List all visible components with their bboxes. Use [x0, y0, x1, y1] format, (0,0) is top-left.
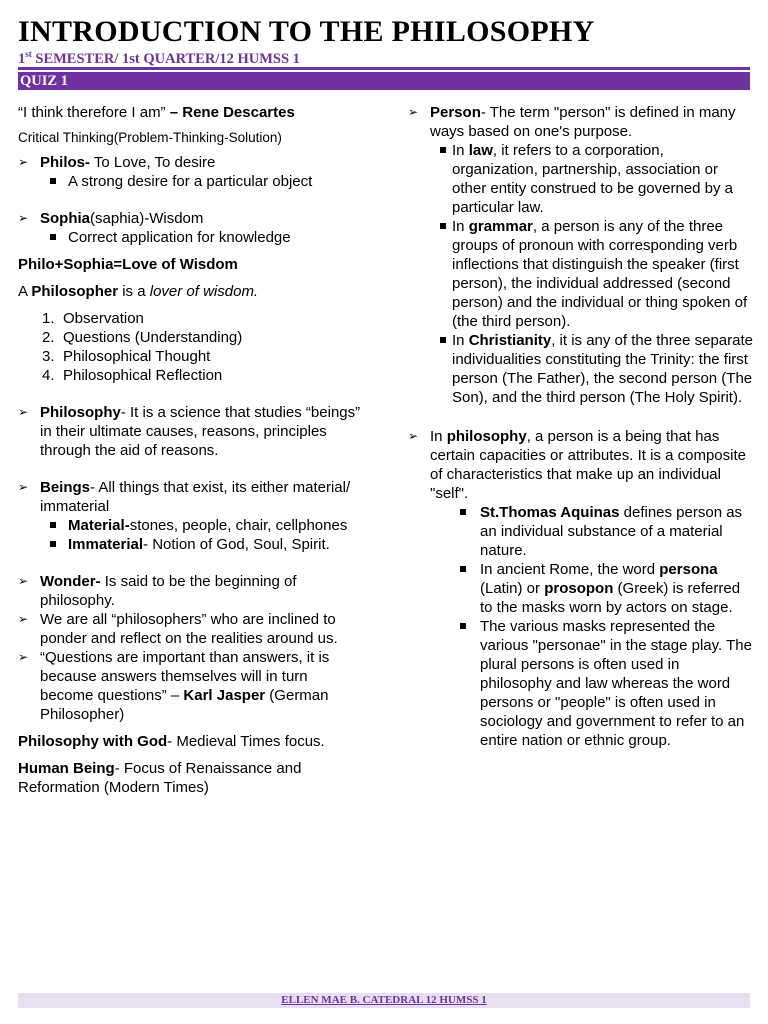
- document-title: INTRODUCTION TO THE PHILOSOPHY: [18, 15, 595, 48]
- step-item: [18, 328, 363, 347]
- rome-e: (Greek) is referred to the masks worn by actors on stage.: [480, 580, 741, 616]
- god-def: - Medieval Times focus.: [167, 733, 325, 750]
- critical-thinking: Critical Thinking(Problem-Thinking-Solution): [18, 130, 282, 145]
- wonder-term: Wonder-: [40, 573, 101, 590]
- step-number: 2.: [42, 329, 55, 346]
- questions-author: Karl Jasper: [183, 687, 266, 704]
- philos-sub: A strong desire for a particular object: [18, 172, 363, 191]
- document-subtitle: [18, 49, 300, 68]
- sophia-term: Sophia: [40, 210, 91, 227]
- philosophy-term: Philosophy: [40, 404, 121, 421]
- grammar-c: , a person is any of the three groups of pronoun with corresponding verb inflections that distinguish the speaker (first person), the individual addressed (second person) and the individual or thing spoken of (the third person).: [452, 218, 748, 330]
- philos-def: To Love, To desire: [90, 154, 216, 171]
- christ-c: , it is any of the three separate individualities constituting the Trinity: the first person (The Father), the second person (The Son), and the third person (The Holy Spirit).: [452, 332, 753, 406]
- philosopher-a: A: [18, 283, 32, 300]
- step-item: [18, 366, 363, 385]
- philosopher-line: [18, 282, 363, 301]
- grammar-sub: [408, 217, 753, 331]
- human-term: Human Being: [18, 760, 115, 777]
- law-c: , it refers to a corporation, organization, partnership, association or other entity construed to be governed by a particular law.: [452, 142, 734, 216]
- philosopher-d: lover of wisdom.: [149, 283, 259, 300]
- questions-c: (German Philosopher): [40, 687, 329, 723]
- wonder-def: Is said to be the beginning of philosophy.: [40, 573, 297, 609]
- aquinas-def: defines person as an individual substance of a material nature.: [480, 504, 743, 559]
- philosopher-b: Philosopher: [31, 283, 119, 300]
- questions-item: [18, 648, 363, 724]
- subtitle-part: 1: [18, 50, 26, 67]
- phil-c: , a person is a being that has certain capacities or attributes. It is a composite of characteristics that make up an individual "self".: [430, 428, 746, 502]
- beings-def: - All things that exist, its either material/ immaterial: [40, 479, 351, 515]
- subtitle-part: SEMESTER/ 1st QUARTER/12 HUMSS 1: [31, 50, 300, 67]
- subtitle-sup: st: [25, 49, 32, 59]
- rome-c: (Latin) or: [480, 580, 545, 597]
- sophia-item: [18, 209, 363, 228]
- philosophia-text: Philo+Sophia=Love of Wisdom: [18, 256, 238, 273]
- person-item: [408, 103, 753, 141]
- sophia-sub: Correct application for knowledge: [18, 228, 363, 247]
- step-number: 4.: [42, 367, 55, 384]
- step-item: [18, 309, 363, 328]
- law-sub: [408, 141, 753, 217]
- philosophy-def: - It is a science that studies “beings” in their ultimate causes, reasons, principles through the aid of reasons.: [40, 404, 361, 459]
- left-column: [18, 103, 363, 797]
- header-rule: [18, 67, 750, 70]
- human-line: [18, 759, 363, 797]
- phil-term: philosophy: [446, 428, 527, 445]
- step-number: 1.: [42, 310, 55, 327]
- immaterial-term: Immaterial: [68, 536, 144, 553]
- step-item: [18, 347, 363, 366]
- quote-line: [18, 103, 363, 122]
- aquinas-sub: [408, 503, 753, 560]
- wonder-item: [18, 572, 363, 610]
- rome-persona: persona: [659, 561, 718, 578]
- person-term: Person: [430, 104, 481, 121]
- rome-sub: [408, 560, 753, 617]
- person-def: - The term "person" is defined in many ways based on one's purpose.: [430, 104, 736, 140]
- quote-author: Rene Descartes: [182, 104, 295, 121]
- beings-term: Beings: [40, 479, 91, 496]
- beings-item: [18, 478, 363, 516]
- questions-a: “Questions are important than answers, it is because answers themselves will in turn become questions” –: [40, 649, 330, 704]
- rome-prosopon: prosopon: [544, 580, 614, 597]
- sophia-def: (saphia)-Wisdom: [90, 210, 204, 227]
- phil-a: In: [430, 428, 447, 445]
- material-def: stones, people, chair, cellphones: [129, 517, 348, 534]
- footer-author: ELLEN MAE B. CATEDRAL 12 HUMSS 1: [18, 993, 750, 1008]
- god-term: Philosophy with God: [18, 733, 168, 750]
- step-text: Philosophical Reflection: [63, 367, 223, 384]
- grammar-a: In: [452, 218, 469, 235]
- philos-term: Philos-: [40, 154, 91, 171]
- material-term: Material-: [68, 517, 130, 534]
- masks-sub: The various masks represented the various "personae" in the stage play. The plural persons is often used in philosophy and law whereas the word persons or "people" is often used in sociology and government to refer to an entire nation or ethnic group.: [408, 617, 753, 750]
- step-number: 3.: [42, 348, 55, 365]
- rome-a: In ancient Rome, the word: [480, 561, 660, 578]
- law-a: In: [452, 142, 469, 159]
- grammar-term: grammar: [468, 218, 533, 235]
- step-text: Philosophical Thought: [63, 348, 211, 365]
- philosophy-person-item: [408, 427, 753, 503]
- philosophy-item: [18, 403, 363, 460]
- law-term: law: [468, 142, 493, 159]
- philosophia-line: [18, 255, 363, 274]
- right-column: [408, 103, 753, 750]
- step-text: Observation: [63, 310, 144, 327]
- christianity-sub: [408, 331, 753, 407]
- quote-text: “I think therefore I am”: [18, 104, 166, 121]
- christ-term: Christianity: [468, 332, 552, 349]
- quote-dash: –: [165, 104, 183, 121]
- quiz-banner: QUIZ 1: [18, 72, 750, 90]
- step-text: Questions (Understanding): [63, 329, 243, 346]
- god-line: [18, 732, 363, 751]
- philosopher-c: is a: [118, 283, 150, 300]
- immaterial-def: - Notion of God, Soul, Spirit.: [143, 536, 330, 553]
- aquinas-term: St.Thomas Aquinas: [480, 504, 620, 521]
- christ-a: In: [452, 332, 469, 349]
- immaterial-sub: [18, 535, 363, 554]
- material-sub: [18, 516, 363, 535]
- human-def: - Focus of Renaissance and Reformation (Modern Times): [18, 760, 302, 796]
- philosophers-item: ➢ We are all “philosophers” who are inclined to ponder and reflect on the realities around us.: [18, 610, 363, 648]
- philos-item: [18, 153, 363, 172]
